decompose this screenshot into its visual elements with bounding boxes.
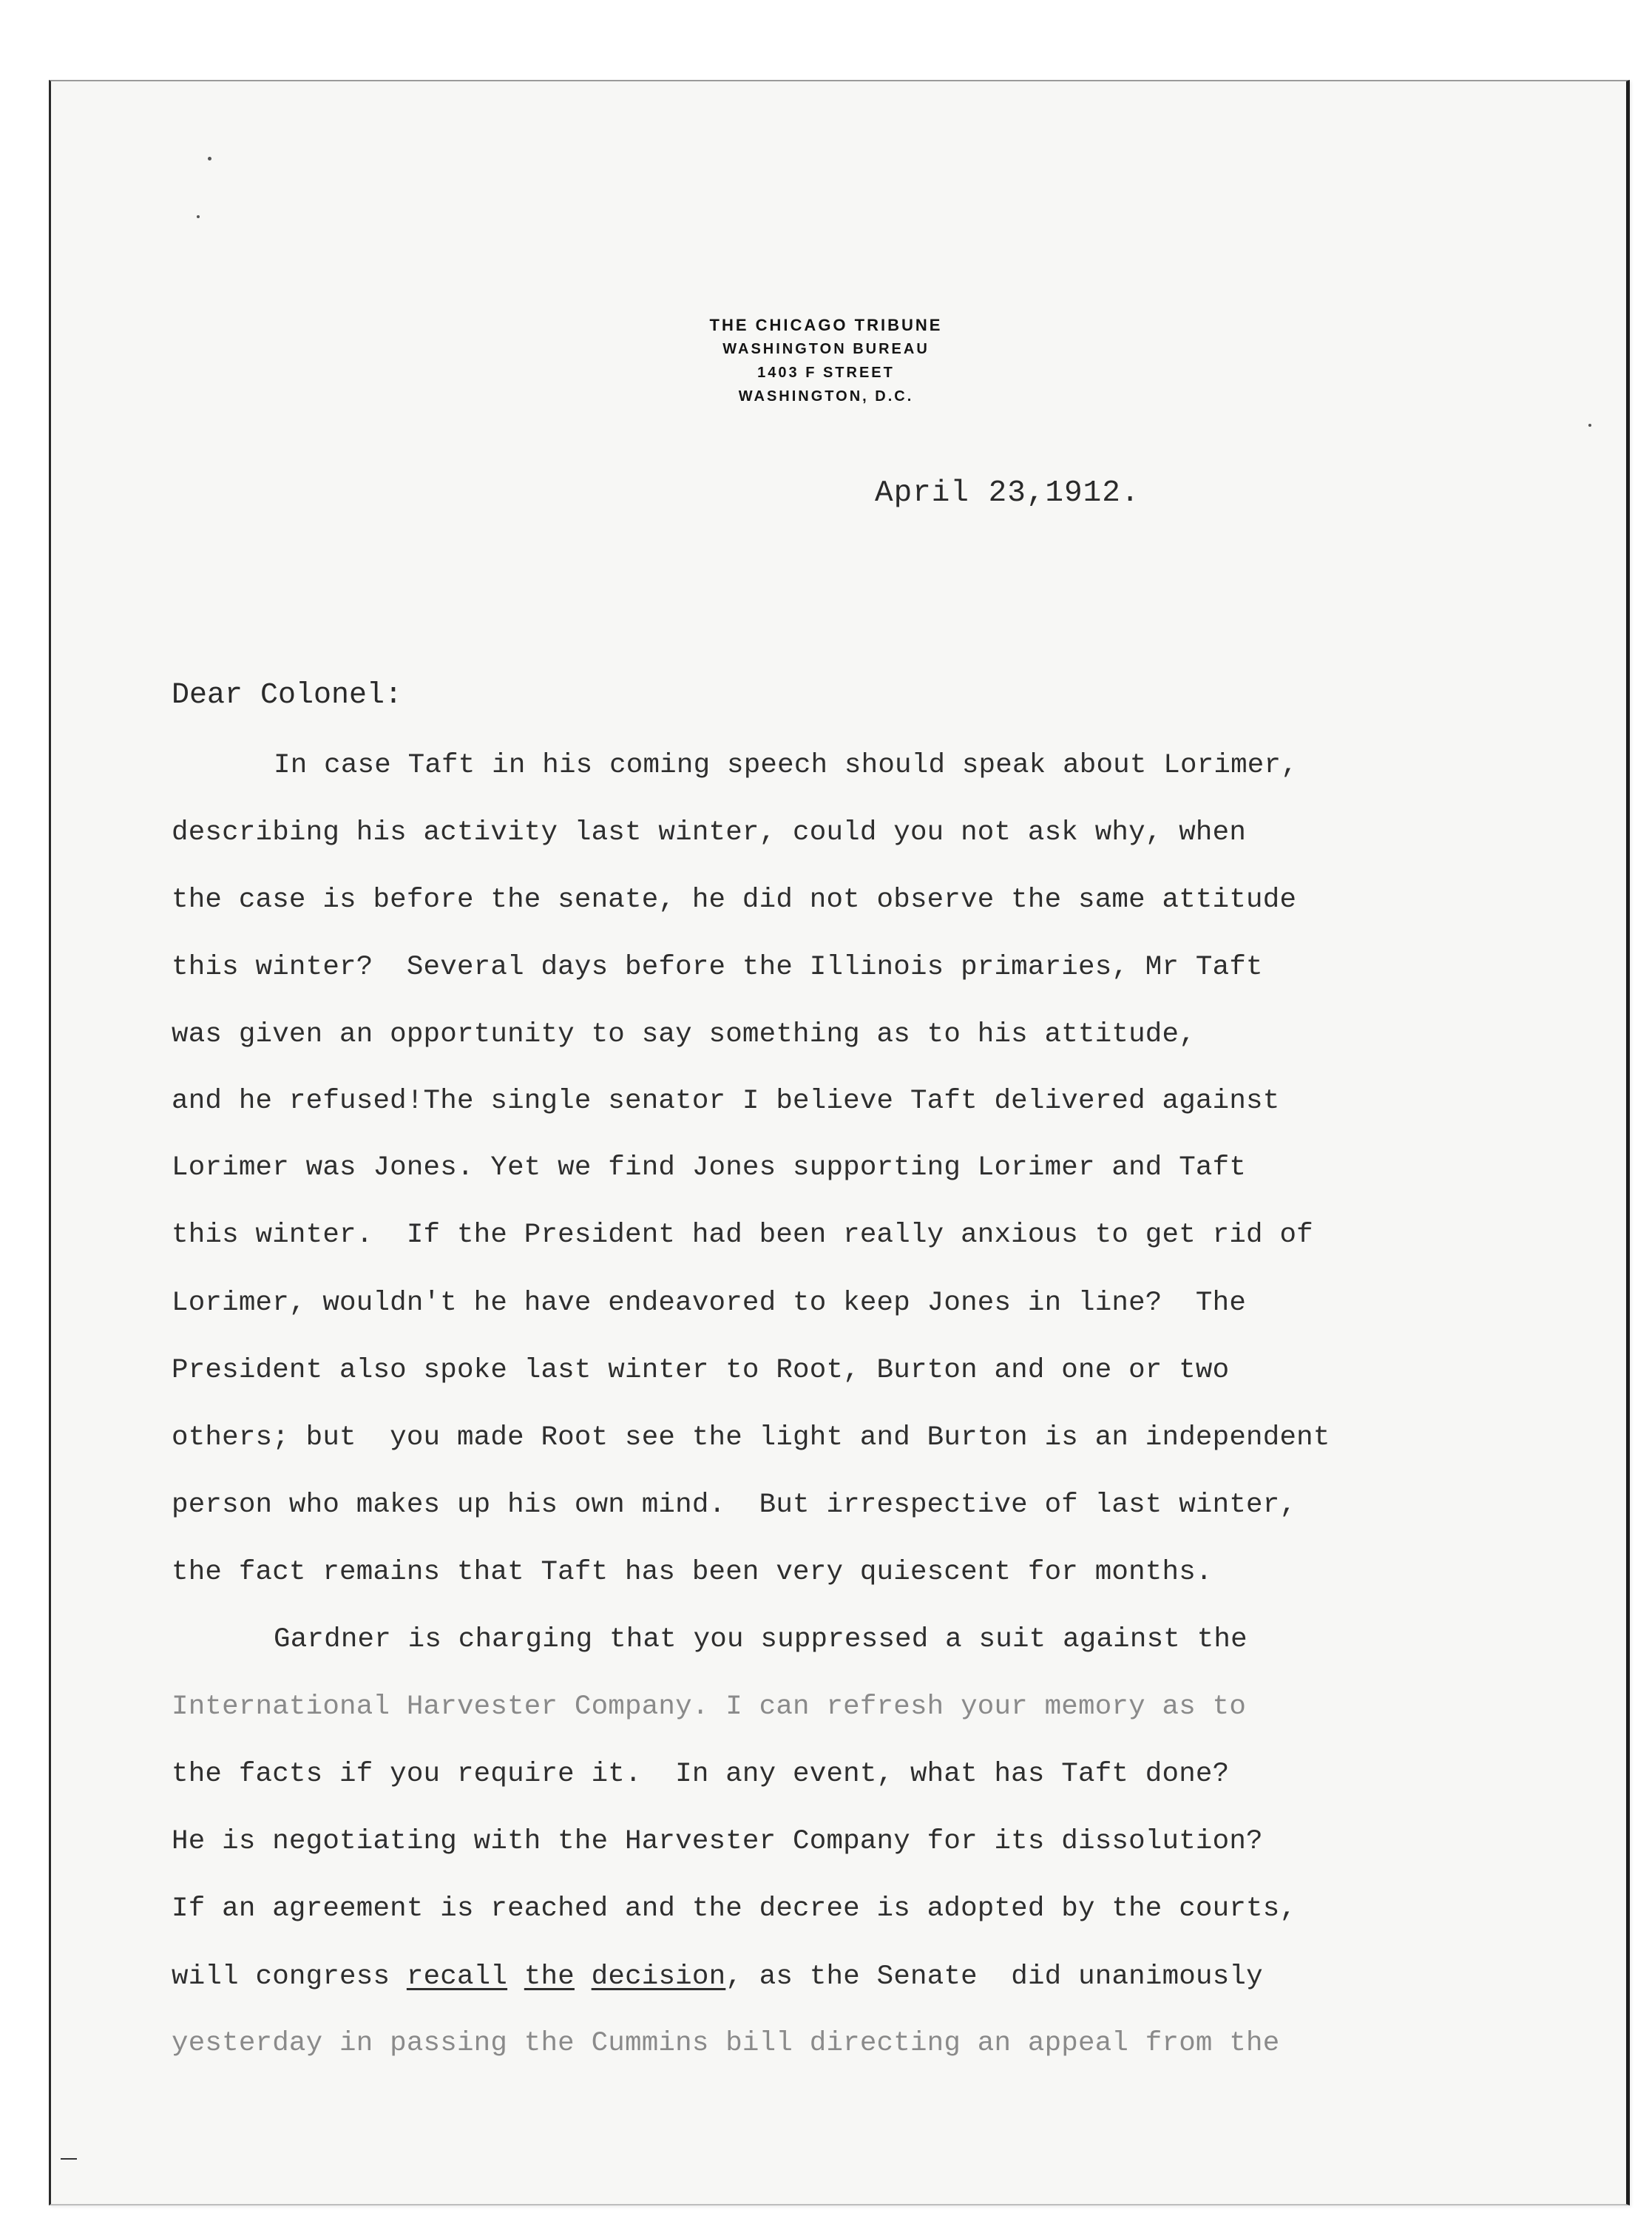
body-line: In case Taft in his coming speech should speak about Lorimer, [274,750,1298,781]
underlined-word: decision [591,1961,726,1992]
body-line-underlined [172,1958,1263,1995]
text-run [507,1961,524,1992]
letterhead [0,314,1652,408]
letterhead-name: THE CHICAGO TRIBUNE [709,316,943,334]
body-line: the case is before the senate, he did not observe the same attitude [172,885,1297,916]
body-line: person who makes up his own mind. But irrespective of last winter, [172,1490,1297,1521]
text-run: will congress [172,1961,407,1992]
body-line: the facts if you require it. In any event, what has Taft done? [172,1759,1230,1790]
page-edge-mark [61,2158,77,2160]
body-line: the fact remains that Taft has been very quiescent for months. [172,1557,1213,1588]
body-line: this winter? Several days before the Illinois primaries, Mr Taft [172,952,1263,983]
ink-speck [208,157,211,160]
body-line: He is negotiating with the Harvester Company for its dissolution? [172,1826,1263,1857]
ink-speck [197,215,200,218]
body-line: Lorimer, wouldn't he have endeavored to keep Jones in line? The [172,1288,1247,1319]
underlined-word: recall [406,1961,508,1992]
body-line: and he refused!The single senator I believe Taft delivered against [172,1086,1280,1117]
salutation: Dear Colonel: [172,679,403,712]
letterhead-city: WASHINGTON, D.C. [738,388,914,405]
body-line: International Harvester Company. I can refresh your memory as to [172,1691,1247,1723]
underlined-word: the [524,1961,575,1992]
text-run [575,1961,592,1992]
body-line: President also spoke last winter to Root, Burton and one or two [172,1355,1230,1386]
text-run: , as the Senate did unanimously [725,1961,1263,1992]
body-line: was given an opportunity to say something as to his attitude, [172,1019,1196,1050]
body-line: this winter. If the President had been really anxious to get rid of [172,1220,1313,1251]
body-line: describing his activity last winter, could you not ask why, when [172,817,1247,848]
body-line: Lorimer was Jones. Yet we find Jones supporting Lorimer and Taft [172,1152,1247,1183]
letterhead-street: 1403 F STREET [757,365,895,381]
letter-date: April 23,1912. [875,476,1140,510]
body-line: Gardner is charging that you suppressed a suit against the [274,1624,1248,1655]
body-line: others; but you made Root see the light and Burton is an independent [172,1422,1330,1453]
body-line: If an agreement is reached and the decree is adopted by the courts, [172,1893,1297,1924]
letterhead-bureau: WASHINGTON BUREAU [722,341,930,357]
body-line: yesterday in passing the Cummins bill directing an appeal from the [172,2028,1280,2059]
ink-speck [1588,424,1591,427]
